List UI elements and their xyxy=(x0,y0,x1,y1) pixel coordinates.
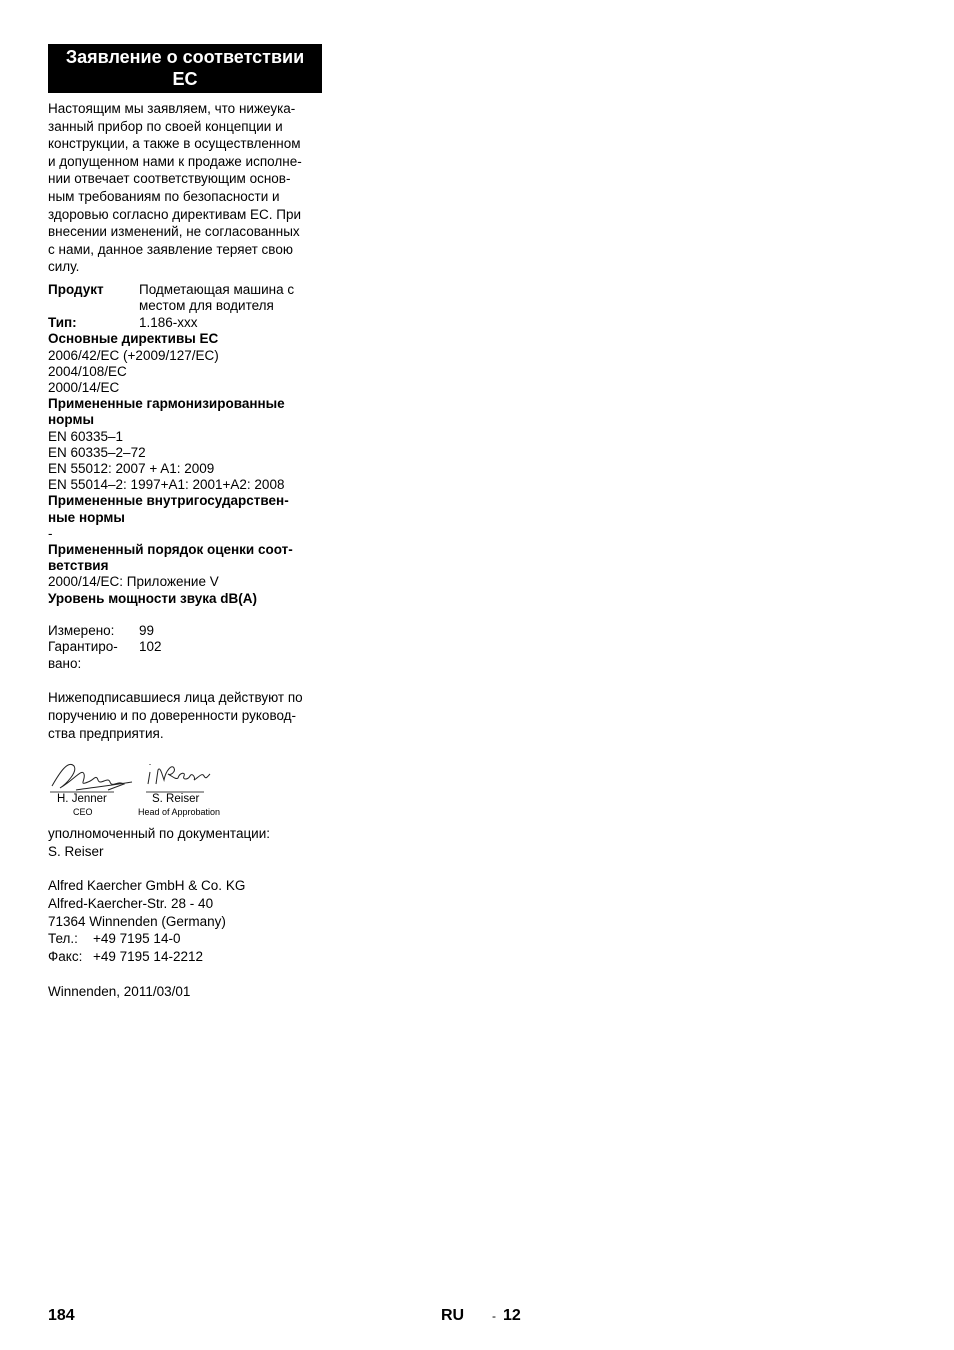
measured-value: 99 xyxy=(139,622,155,638)
phone-value: +49 7195 14-0 xyxy=(93,931,181,947)
company-name: Alfred Kaercher GmbH & Co. KG xyxy=(48,878,246,894)
intro-paragraph: Настоящим мы заявляем, что нижеука- занный прибор по своей концепции и конструкции, а также в осуществленном и допущенном нами к продаже исполне- нии отвечает соответствующим основ- ным требованиям по безопасности и здоровью согласно директивам ЕС. При внесении изменений, не согласованных с нами, данное заявление теряет свою силу. xyxy=(48,101,302,275)
signatures xyxy=(48,750,322,818)
section-title-line2: ЕС xyxy=(172,69,198,89)
product-row xyxy=(48,282,322,315)
phone-label: Тел.: xyxy=(48,931,78,947)
sound-values xyxy=(48,623,322,673)
signer-left-name: H. Jenner xyxy=(57,793,107,806)
place-date: Winnenden, 2011/03/01 xyxy=(48,983,191,999)
signer-right-name: S. Reiser xyxy=(152,793,200,806)
documentation-paragraph: уполномоченный по документации: S. Reiser xyxy=(48,826,271,859)
phone-row xyxy=(48,930,322,948)
type-label: Тип: xyxy=(48,314,77,330)
address-block xyxy=(48,877,322,966)
page-number: 184 xyxy=(48,1307,75,1324)
harmonized-heading: Примененные гармонизированные нормы xyxy=(48,396,285,428)
guaranteed-value: 102 xyxy=(139,639,162,655)
directives-heading: Основные директивы ЕС xyxy=(48,331,219,347)
section-title xyxy=(48,44,322,93)
product-label: Продукт xyxy=(48,281,104,297)
fax-label: Факс: xyxy=(48,949,83,965)
signature-reiser xyxy=(148,764,210,784)
city: 71364 Winnenden (Germany) xyxy=(48,913,226,929)
signer-left-role: CEO xyxy=(73,807,93,818)
section-title-line1: Заявление о соответствии xyxy=(65,47,305,67)
street: Alfred-Kaercher-Str. 28 - 40 xyxy=(48,896,214,912)
section-page-number: 12 xyxy=(503,1307,521,1324)
conformity-list: 2000/14/EC: Приложение V xyxy=(48,574,219,590)
fax-value: +49 7195 14-2212 xyxy=(93,949,203,965)
declaration-column xyxy=(48,44,322,1000)
directives-list: 2006/42/EC (+2009/127/EC) 2004/108/EC 2000/14/EC xyxy=(48,347,219,396)
guaranteed-row xyxy=(48,639,322,672)
product-value: Подметающая машина с местом для водителя xyxy=(139,281,295,314)
measured-row xyxy=(48,623,322,640)
guaranteed-label: Гарантиро- вано: xyxy=(48,639,118,671)
measured-label: Измерено: xyxy=(48,622,115,638)
harmonized-list: EN 60335–1 EN 60335–2–72 EN 55012: 2007 + A1: 2009 EN 55014–2: 1997+A1: 2001+A2: 2008 xyxy=(48,428,285,493)
footer-dash: - xyxy=(492,1309,496,1323)
fax-row xyxy=(48,948,322,966)
type-value: 1.186-xxx xyxy=(139,314,198,330)
undersigned-paragraph: Нижеподписавшиеся лица действуют по поручению и по доверенности руковод- ства предприятия. xyxy=(48,690,303,741)
sound-heading: Уровень мощности звука dB(A) xyxy=(48,590,257,606)
conformity-heading: Примененный порядок оценки соот- ветствия xyxy=(48,542,293,574)
language-code: RU xyxy=(441,1307,465,1324)
type-row xyxy=(48,315,322,332)
directives-block xyxy=(48,331,322,606)
signature-jenner xyxy=(52,765,132,791)
national-list: - xyxy=(48,525,53,541)
national-heading: Примененные внутригосударствен- ные нормы xyxy=(48,493,289,525)
signer-right-role: Head of Approbation xyxy=(138,807,221,818)
